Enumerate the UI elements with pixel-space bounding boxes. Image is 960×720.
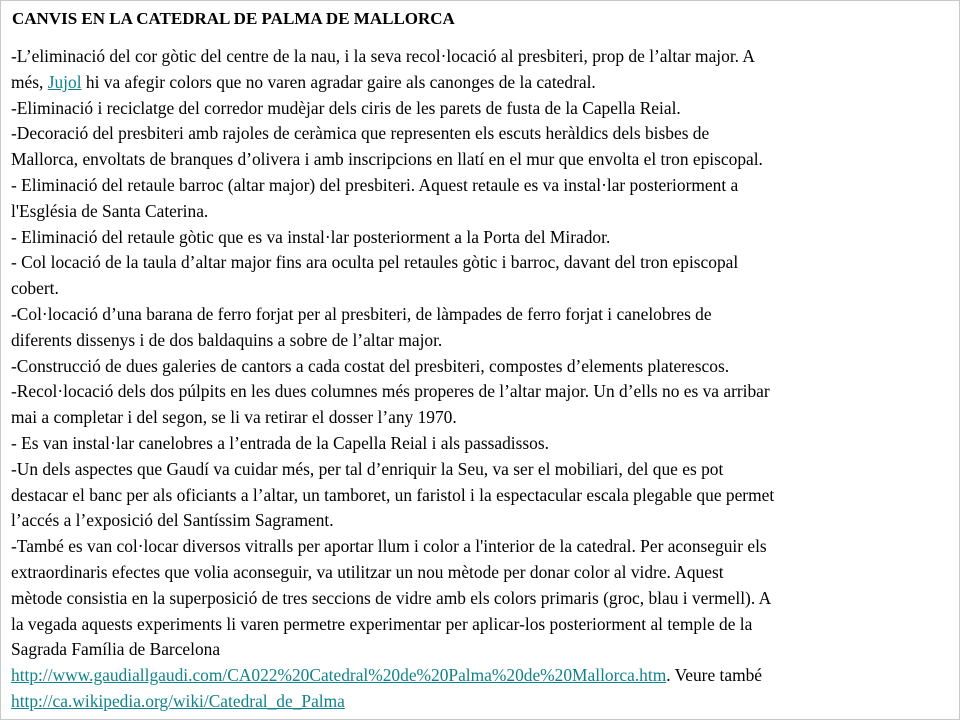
gaudi-link[interactable]: http://www.gaudiallgaudi.com/CA022%20Catedral%20de%20Palma%20de%20Mallorca.htm <box>11 665 667 686</box>
text-line: mai a completar i del segon, se li va retirar el dosser l’any 1970. <box>11 407 457 428</box>
text-line: la vegada aquests experiments li varen permetre experimentar per aplicar-los posteriorment al temple de la <box>11 613 753 634</box>
page-title: CANVIS EN LA CATEDRAL DE PALMA DE MALLORCA <box>12 9 455 28</box>
document-body <box>11 44 956 715</box>
text-line: -Un dels aspectes que Gaudí va cuidar més, per tal d’enriquir la Seu, va ser el mobiliari, del que es pot <box>11 458 724 479</box>
wikipedia-link[interactable]: http://ca.wikipedia.org/wiki/Catedral_de_Palma <box>11 690 345 711</box>
text-line: l’accés a l’exposició del Santíssim Sagrament. <box>11 510 334 531</box>
text-fragment: més, <box>11 71 48 92</box>
text-line: extraordinaris efectes que volia aconseguir, va utilitzar un nou mètode per donar color al vidre. Aquest <box>11 561 724 582</box>
text-line: destacar el banc per als oficiants a l’altar, un tamboret, un faristol i la espectacular escala plegable que permet <box>11 484 775 505</box>
text-line: -Col·locació d’una barana de ferro forjat per al presbiteri, de làmpades de ferro forjat i canelobres de <box>11 303 712 324</box>
text-line: -L’eliminació del cor gòtic del centre de la nau, i la seva recol·locació al presbiteri, prop de l’altar major. A <box>11 46 755 66</box>
text-line: -Construcció de dues galeries de cantors a cada costat del presbiteri, compostes d’elements platerescos. <box>11 355 730 376</box>
text-line: -Decoració del presbiteri amb rajoles de ceràmica que representen els escuts heràldics dels bisbes de <box>11 123 710 144</box>
text-line: Sagrada Família de Barcelona <box>11 639 221 660</box>
text-line: diferents dissenys i de dos baldaquins a sobre de l’altar major. <box>11 329 443 350</box>
text-line: - Eliminació del retaule gòtic que es va instal·lar posteriorment a la Porta del Mirador. <box>11 226 611 247</box>
text-line: l'Església de Santa Caterina. <box>11 200 209 221</box>
text-fragment: hi va afegir colors que no varen agradar gaire als canonges de la catedral. <box>81 71 596 92</box>
text-line: mètode consistia en la superposició de tres seccions de vidre amb els colors primaris (groc, blau i vermell). A <box>11 587 772 608</box>
text-line: -Recol·locació dels dos púlpits en les dues columnes més properes de l’altar major. Un d’ells no es va arribar <box>11 381 770 402</box>
jujol-link[interactable]: Jujol <box>47 71 82 92</box>
text-line: - Col locació de la taula d’altar major fins ara oculta pel retaules gòtic i barroc, davant del tron episcopal <box>11 252 739 273</box>
text-line <box>11 689 956 715</box>
text-line: -També es van col·locar diversos vitralls per aportar llum i color a l'interior de la catedral. Per aconseguir els <box>11 536 767 557</box>
text-line <box>11 663 956 689</box>
text-line: Mallorca, envoltats de branques d’olivera i amb inscripcions en llatí en el mur que envolta el tron episcopal. <box>11 149 763 170</box>
text-line <box>11 70 956 96</box>
text-line: - Es van instal·lar canelobres a l’entrada de la Capella Reial i als passadissos. <box>11 432 549 453</box>
text-fragment: . Veure també <box>666 665 763 686</box>
text-line: cobert. <box>11 278 59 299</box>
text-line: -Eliminació i reciclatge del corredor mudèjar dels ciris de les parets de fusta de la Capella Reial. <box>11 97 681 118</box>
text-line: - Eliminació del retaule barroc (altar major) del presbiteri. Aquest retaule es va instal·lar posteriorment a <box>11 174 739 195</box>
